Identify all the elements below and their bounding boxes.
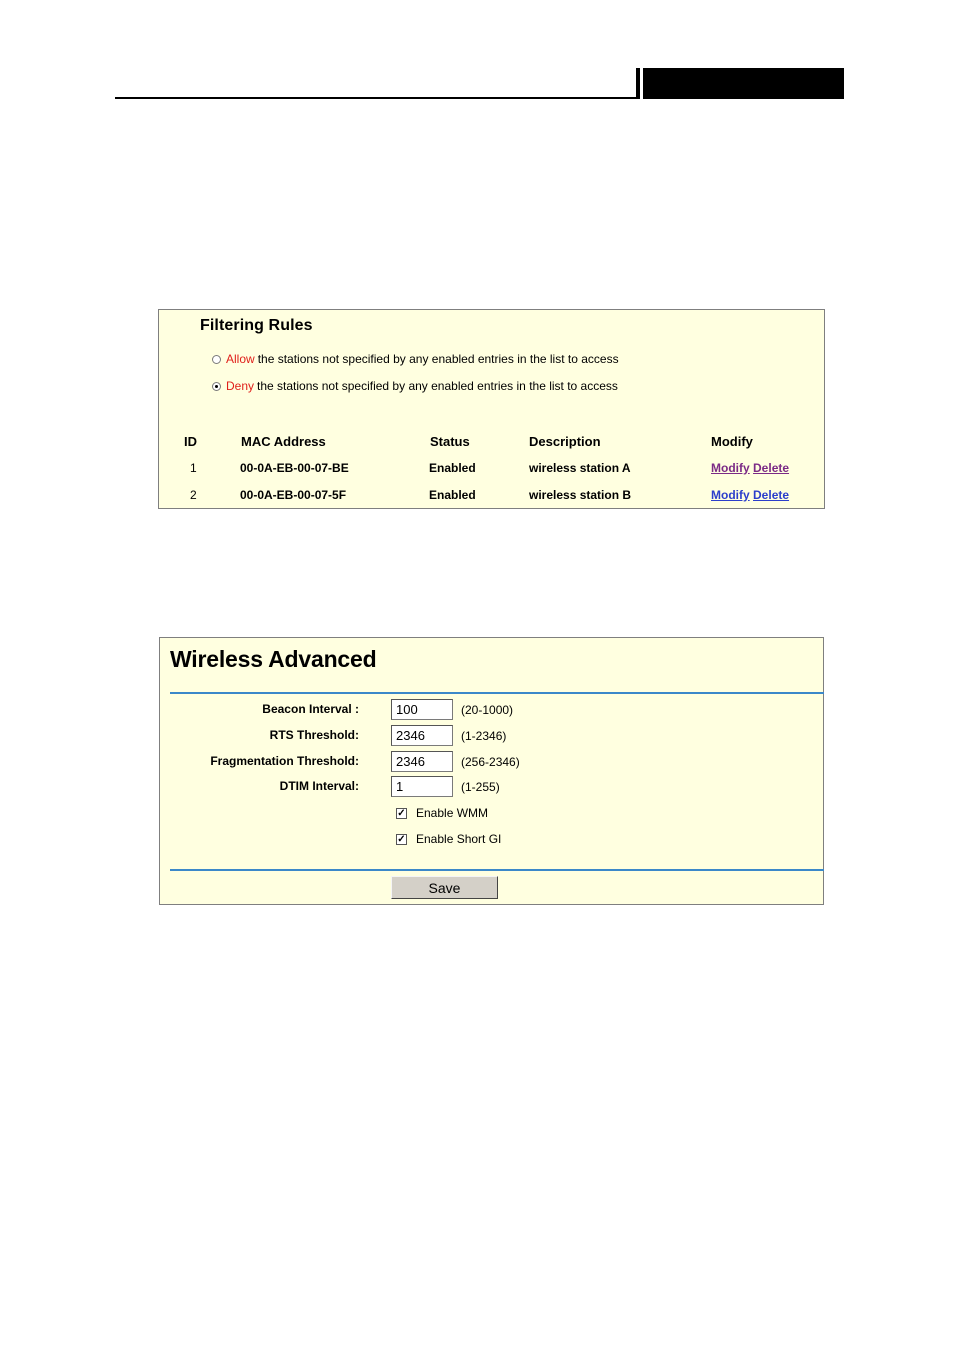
dtim-interval-range: (1-255) [461,780,500,794]
wireless-advanced-title: Wireless Advanced [170,646,377,672]
dtim-interval-label: DTIM Interval: [279,779,359,793]
wireless-advanced-panel [159,637,824,905]
row-status: Enabled [429,488,476,502]
filtering-rules-title: Filtering Rules [200,317,313,334]
delete-link[interactable]: Delete [753,461,790,475]
fragmentation-threshold-label: Fragmentation Threshold: [210,754,359,768]
deny-option[interactable] [212,379,618,393]
row-description: wireless station A [529,461,631,475]
col-modify: Modify [711,434,753,449]
row-status: Enabled [429,461,476,475]
beacon-interval-label: Beacon Interval : [262,702,359,716]
deny-option-text: the stations not specified by any enabled entries in the list to access [257,379,618,393]
allow-option[interactable] [212,352,619,366]
col-status: Status [430,434,470,449]
col-mac-address: MAC Address [241,434,326,449]
deny-radio[interactable] [212,382,221,391]
enable-short-gi-option[interactable] [396,832,501,846]
rts-threshold-range: (1-2346) [461,729,507,743]
col-description: Description [529,434,601,449]
col-id: ID [184,434,197,449]
row-id: 1 [190,461,197,475]
bottom-divider [170,869,824,871]
allow-radio[interactable] [212,355,221,364]
allow-keyword: Allow [226,352,255,366]
header-block [636,68,844,99]
dtim-interval-input[interactable] [391,776,453,797]
fragmentation-threshold-input[interactable] [391,751,453,772]
rts-threshold-label: RTS Threshold: [269,728,359,742]
row-mac: 00-0A-EB-00-07-5F [240,488,347,502]
filtering-rules-panel [158,309,825,509]
enable-short-gi-checkbox[interactable]: ✓ [397,833,406,845]
enable-short-gi-label: Enable Short GI [416,832,502,846]
modify-link[interactable]: Modify [711,461,750,475]
enable-wmm-checkbox[interactable]: ✓ [397,807,406,819]
beacon-interval-input[interactable] [391,699,453,720]
allow-option-text: the stations not specified by any enabled entries in the list to access [257,352,619,366]
beacon-interval-range: (20-1000) [461,703,514,717]
row-description: wireless station B [529,488,632,502]
top-divider [170,692,824,694]
enable-wmm-label: Enable WMM [416,806,489,820]
row-mac: 00-0A-EB-00-07-BE [240,461,349,475]
row-id: 2 [190,488,197,502]
save-button[interactable]: Save [391,876,498,899]
enable-wmm-option[interactable] [396,806,488,820]
rts-threshold-input[interactable] [391,725,453,746]
delete-link[interactable]: Delete [753,488,790,502]
deny-keyword: Deny [226,379,255,393]
fragmentation-threshold-range: (256-2346) [461,755,520,769]
modify-link[interactable]: Modify [711,488,750,502]
